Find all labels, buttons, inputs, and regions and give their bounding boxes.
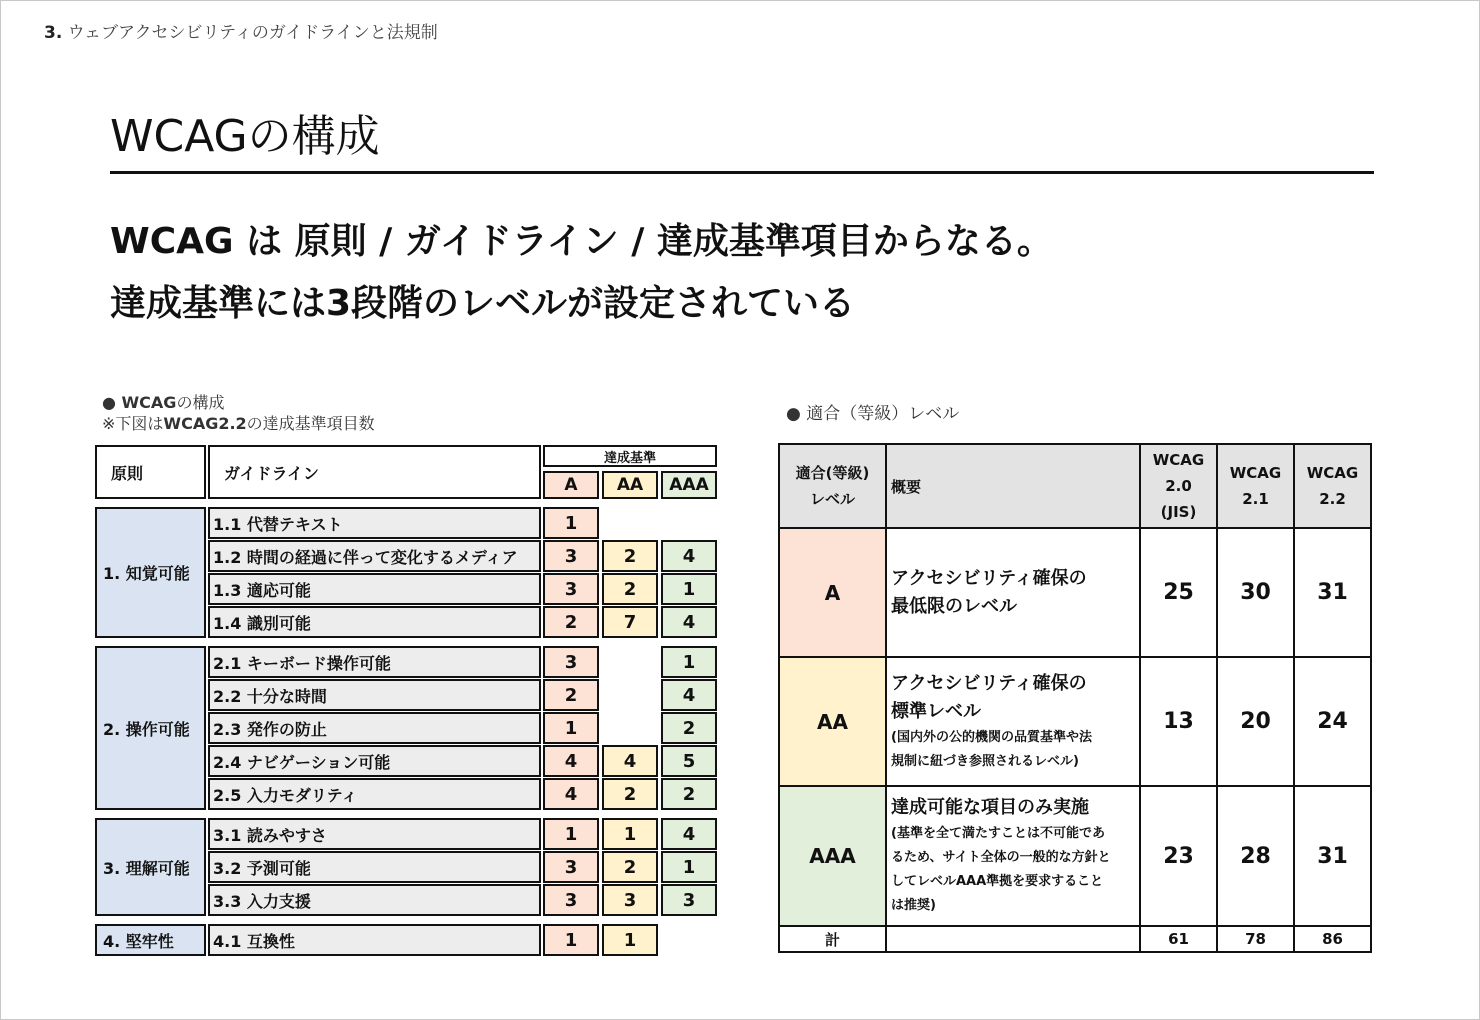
header-wcag20: WCAG 2.0 (JIS): [1140, 444, 1217, 528]
header-principle: 原則: [95, 445, 206, 499]
count-aaa: 4: [661, 679, 717, 711]
count-aaa: 2: [661, 712, 717, 744]
count-a: 2: [543, 679, 599, 711]
total-wcag22: 86: [1294, 926, 1371, 952]
total-label: 計: [779, 926, 886, 952]
guideline-row: 1.1 代替テキスト: [208, 507, 541, 539]
count-aaa: 4: [661, 606, 717, 638]
conformance-total-row: [779, 926, 1371, 952]
count-wcag20: 25: [1140, 528, 1217, 657]
count-wcag22: 24: [1294, 657, 1371, 786]
count-a: 3: [543, 884, 599, 916]
principle-operable: 2. 操作可能: [95, 646, 206, 810]
principle-understandable: 3. 理解可能: [95, 818, 206, 916]
count-a: 1: [543, 507, 599, 539]
header-wcag22: WCAG 2.2: [1294, 444, 1371, 528]
title-underline: [110, 171, 1374, 174]
count-wcag21: 28: [1217, 786, 1294, 926]
summary-aaa: 達成可能な項目のみ実施 (基準を全て満たすことは不可能であ るため、サイト全体の一般的な方針と してレベルAAA準拠を要求すること は推奨): [886, 786, 1140, 926]
guideline-row: 3.2 予測可能: [208, 851, 541, 883]
header-level: 適合(等級) レベル: [779, 444, 886, 528]
count-wcag21: 30: [1217, 528, 1294, 657]
guideline-row: 1.2 時間の経過に伴って変化するメディア: [208, 540, 541, 572]
section-title: ウェブアクセシビリティのガイドラインと法規制: [67, 23, 438, 43]
count-aaa: 2: [661, 778, 717, 810]
count-aa: 2: [602, 778, 658, 810]
page-title: WCAGの構成: [110, 111, 380, 162]
guideline-row: 3.3 入力支援: [208, 884, 541, 916]
count-aaa: 3: [661, 884, 717, 916]
count-aaa: 1: [661, 646, 717, 678]
count-a: 3: [543, 573, 599, 605]
header-level-a: A: [543, 471, 599, 499]
count-aaa: 5: [661, 745, 717, 777]
count-a: 3: [543, 851, 599, 883]
header-level-aaa: AAA: [661, 471, 717, 499]
total-wcag20: 61: [1140, 926, 1217, 952]
count-wcag22: 31: [1294, 528, 1371, 657]
count-a: 2: [543, 606, 599, 638]
count-aaa: 4: [661, 540, 717, 572]
header-wcag21: WCAG 2.1: [1217, 444, 1294, 528]
count-aa: 4: [602, 745, 658, 777]
guideline-row: 2.2 十分な時間: [208, 679, 541, 711]
count-aa: 2: [602, 540, 658, 572]
count-aa: 2: [602, 851, 658, 883]
header-guideline: ガイドライン: [208, 445, 541, 499]
breadcrumb: [44, 18, 438, 43]
summary-a: アクセシビリティ確保の 最低限のレベル: [886, 528, 1140, 657]
guideline-row: 1.3 適応可能: [208, 573, 541, 605]
count-aaa: 4: [661, 818, 717, 850]
guideline-row: 1.4 識別可能: [208, 606, 541, 638]
conformance-row-a: [779, 528, 1371, 657]
count-a: 4: [543, 745, 599, 777]
guideline-row: 4.1 互換性: [208, 924, 541, 956]
count-wcag22: 31: [1294, 786, 1371, 926]
count-aa: 2: [602, 573, 658, 605]
guideline-row: 3.1 読みやすさ: [208, 818, 541, 850]
count-wcag20: 23: [1140, 786, 1217, 926]
count-aa: 1: [602, 924, 658, 956]
header-summary: 概要: [886, 444, 1140, 528]
count-a: 3: [543, 646, 599, 678]
level-a: A: [779, 528, 886, 657]
header-level-aa: AA: [602, 471, 658, 499]
count-a: 1: [543, 924, 599, 956]
principle-robust: 4. 堅牢性: [95, 924, 206, 956]
summary-aa: アクセシビリティ確保の 標準レベル (国内外の公的機関の品質基準や法 規制に紐づき参照されるレベル): [886, 657, 1140, 786]
section-number: 3.: [44, 23, 63, 43]
headline-line-2: 達成基準には3段階のレベルが設定されている: [110, 283, 856, 324]
count-a: 3: [543, 540, 599, 572]
count-wcag21: 20: [1217, 657, 1294, 786]
count-a: 1: [543, 818, 599, 850]
count-wcag20: 13: [1140, 657, 1217, 786]
count-aa: 1: [602, 818, 658, 850]
level-aa: AA: [779, 657, 886, 786]
total-wcag21: 78: [1217, 926, 1294, 952]
count-aa: 3: [602, 884, 658, 916]
guideline-row: 2.4 ナビゲーション可能: [208, 745, 541, 777]
guideline-row: 2.5 入力モダリティ: [208, 778, 541, 810]
conformance-row-aaa: [779, 786, 1371, 926]
count-a: 4: [543, 778, 599, 810]
conformance-table: [778, 443, 1372, 953]
count-aaa: 1: [661, 573, 717, 605]
level-aaa: AAA: [779, 786, 886, 926]
total-summary: [886, 926, 1140, 952]
count-aa: 7: [602, 606, 658, 638]
conformance-caption: ● 適合（等級）レベル: [786, 404, 960, 424]
header-criteria: 達成基準: [543, 445, 717, 467]
guideline-row: 2.1 キーボード操作可能: [208, 646, 541, 678]
guideline-row: 2.3 発作の防止: [208, 712, 541, 744]
principle-perceivable: 1. 知覚可能: [95, 507, 206, 638]
count-aaa: 1: [661, 851, 717, 883]
conformance-row-aa: [779, 657, 1371, 786]
structure-caption: ● WCAGの構成 ※下図はWCAG2.2の達成基準項目数: [102, 393, 375, 433]
headline-line-1: WCAG は 原則 / ガイドライン / 達成基準項目からなる。: [110, 221, 1053, 262]
count-a: 1: [543, 712, 599, 744]
conformance-header-row: [779, 444, 1371, 528]
